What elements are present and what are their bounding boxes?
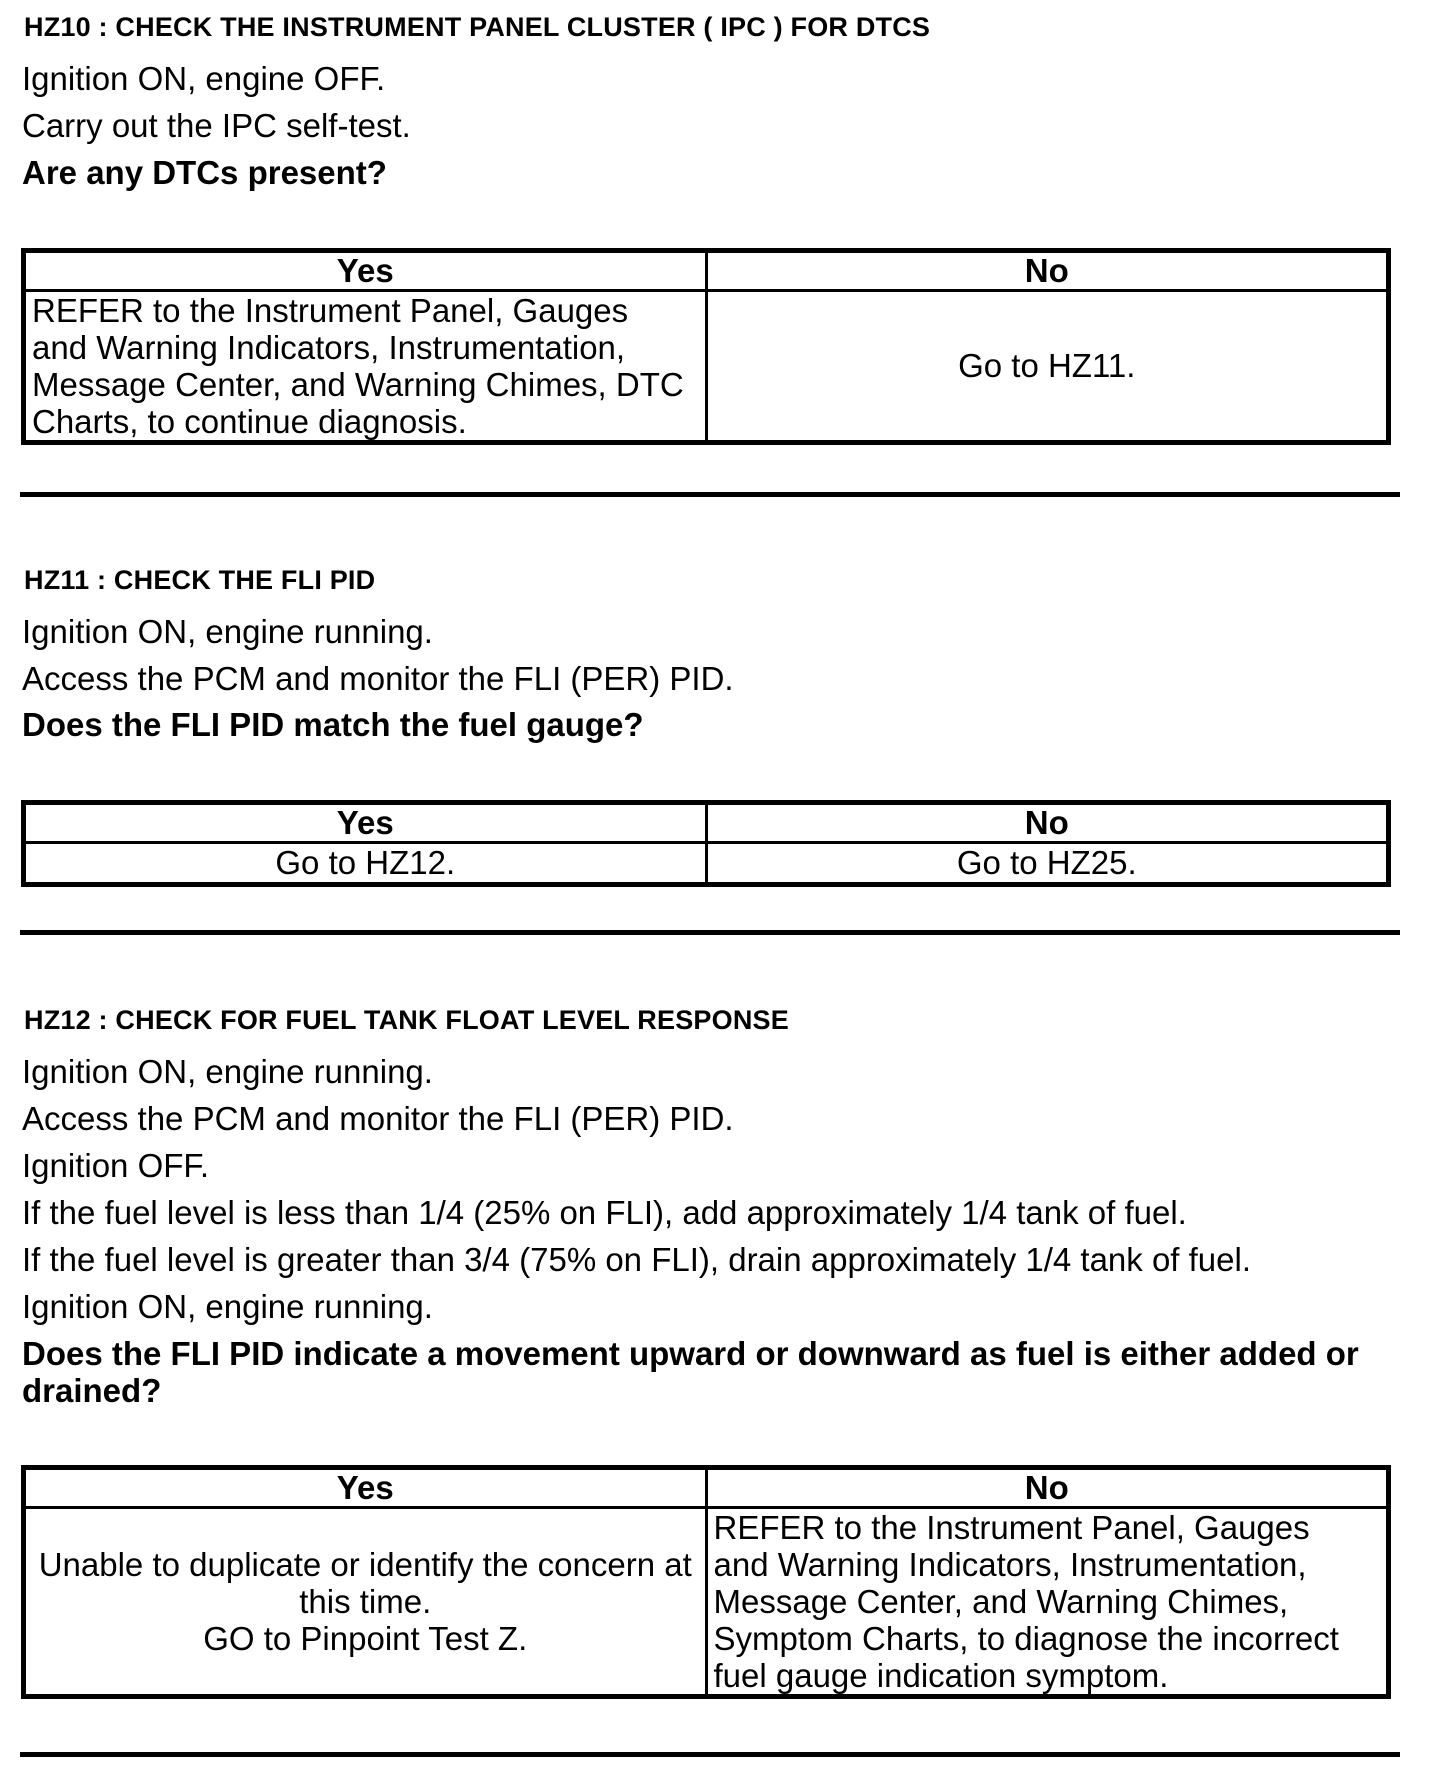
hz10-no-header: No [706,251,1389,291]
hz11-no-header: No [706,803,1389,843]
hz12-no-line-3: Message Center, and Warning Chimes, [713,1583,1289,1620]
hz10-step-1: Ignition ON, engine OFF. [22,60,386,97]
hz12-no-line-1: REFER to the Instrument Panel, Gauges [713,1509,1310,1546]
hz10-no-cell: Go to HZ11. [706,291,1389,443]
hz12-no-header: No [706,1468,1389,1508]
hz11-yes-cell: Go to HZ12. [24,843,707,885]
hz12-yes-line-2: this time. [299,1583,432,1620]
hz12-no-line-4: Symptom Charts, to diagnose the incorrect [713,1620,1339,1657]
hz12-no-line-5: fuel gauge indication symptom. [713,1657,1169,1694]
hz12-decision-table [21,1465,1391,1699]
hz12-yes-line-1: Unable to duplicate or identify the concern at [38,1546,692,1583]
section-divider [20,930,1400,935]
hz12-step-1: Ignition ON, engine running. [22,1053,433,1090]
hz12-yes-cell [24,1508,707,1697]
hz10-yes-line-1: REFER to the Instrument Panel, Gauges [32,292,629,329]
hz10-title: HZ10 : CHECK THE INSTRUMENT PANEL CLUSTER ( IPC ) FOR DTCS [24,12,931,42]
hz12-question-line-1: Does the FLI PID indicate a movement upward or downward as fuel is either added or [22,1335,1359,1372]
hz12-step-5: If the fuel level is greater than 3/4 (75% on FLI), drain approximately 1/4 tank of fuel. [22,1241,1252,1278]
hz10-step-2: Carry out the IPC self-test. [22,107,411,144]
hz11-step-2: Access the PCM and monitor the FLI (PER) PID. [22,660,734,697]
hz12-yes-line-3: GO to Pinpoint Test Z. [203,1620,528,1657]
hz11-decision-table [21,800,1391,887]
hz12-no-cell [706,1508,1389,1697]
hz10-yes-header: Yes [24,251,707,291]
section-divider [20,492,1400,497]
hz12-step-4: If the fuel level is less than 1/4 (25% on FLI), add approximately 1/4 tank of fuel. [22,1194,1187,1231]
hz11-no-cell: Go to HZ25. [706,843,1389,885]
hz10-yes-line-3: Message Center, and Warning Chimes, DTC [32,366,684,403]
hz10-yes-line-4: Charts, to continue diagnosis. [32,403,467,440]
hz12-step-3: Ignition OFF. [22,1147,210,1184]
hz12-question-line-2: drained? [22,1372,162,1409]
hz12-title: HZ12 : CHECK FOR FUEL TANK FLOAT LEVEL RESPONSE [24,1005,789,1035]
hz12-yes-header: Yes [24,1468,707,1508]
hz12-no-line-2: and Warning Indicators, Instrumentation, [713,1546,1307,1583]
hz10-yes-cell [24,291,707,443]
hz10-yes-line-2: and Warning Indicators, Instrumentation, [32,329,626,366]
hz11-title: HZ11 : CHECK THE FLI PID [24,565,376,595]
hz10-question: Are any DTCs present? [22,154,387,191]
hz12-step-6: Ignition ON, engine running. [22,1288,433,1325]
section-divider [20,1752,1400,1757]
hz11-step-1: Ignition ON, engine running. [22,613,433,650]
hz10-decision-table [21,248,1391,445]
hz12-step-2: Access the PCM and monitor the FLI (PER) PID. [22,1100,734,1137]
hz11-yes-header: Yes [24,803,707,843]
hz11-question: Does the FLI PID match the fuel gauge? [22,706,644,743]
